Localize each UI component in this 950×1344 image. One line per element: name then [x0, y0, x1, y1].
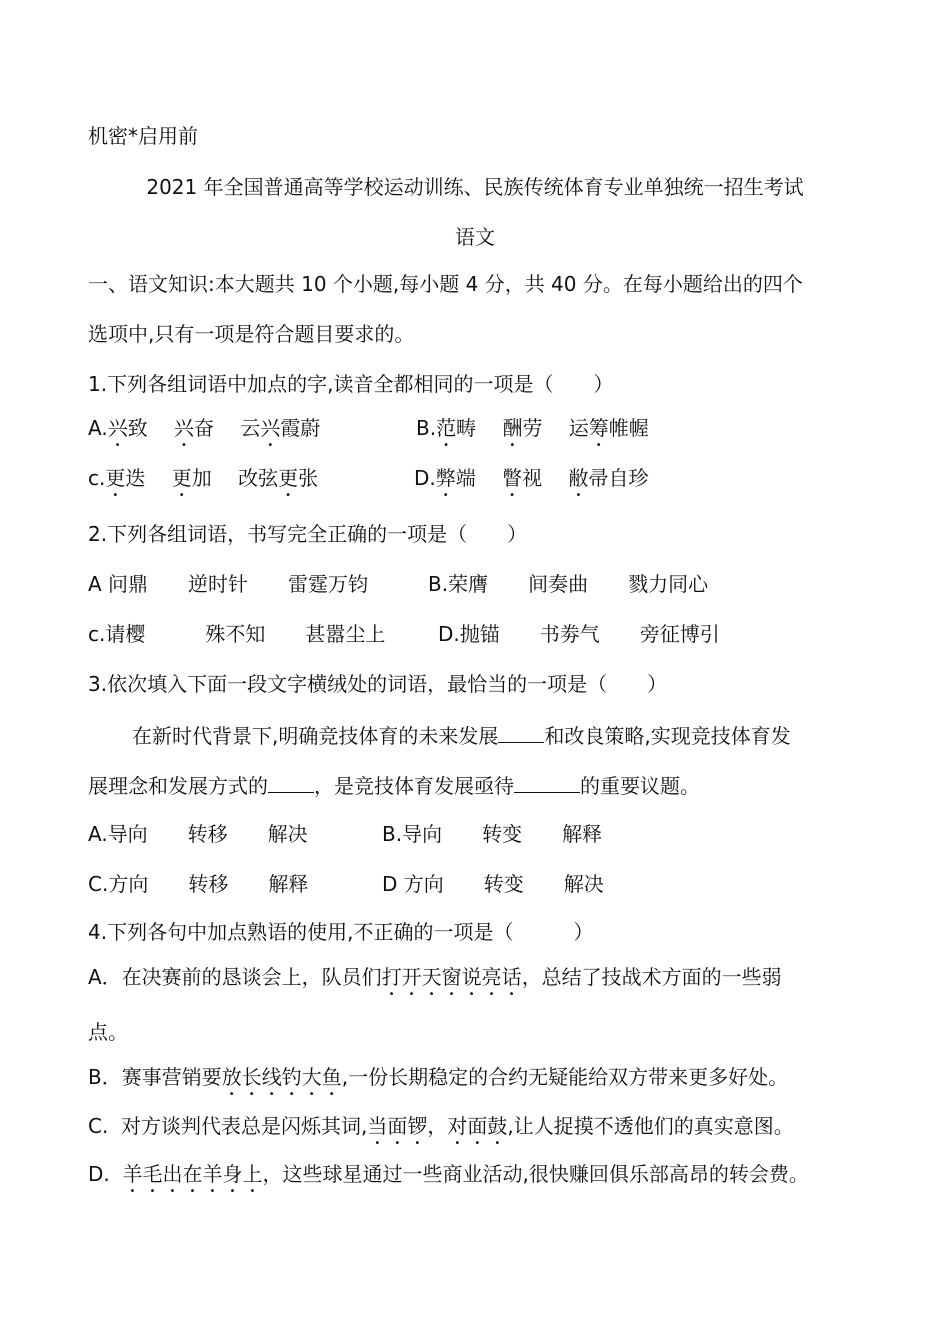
q2-option-d: D.抛锚 书劵气 旁征博引	[438, 622, 720, 646]
q1-option-d: D.弊端 瞥视 敝帚自珍	[414, 466, 649, 490]
q1-stem: 1.下列各组词语中加点的字,读音全都相同的一项是（ ）	[88, 372, 614, 396]
q3-option-a: A.导向 转移 解决	[88, 822, 308, 846]
q3-stem: 3.依次填入下面一段文字横绒处的词语，最恰当的一项是（ ）	[88, 672, 668, 696]
q2-option-c: c.请樱 殊不知 甚嚣尘上	[88, 622, 386, 646]
q3-option-c: C.方向 转移 解释	[88, 872, 309, 896]
q3-blank-3	[514, 770, 580, 793]
q4-option-c: C. 对方谈判代表总是闪烁其词,当面锣，对面鼓,让人捉摸不透他们的真实意图。	[88, 1114, 794, 1138]
section-intro-line-1: 一、语文知识:本大题共 10 个小题,每小题 4 分，共 40 分。在每小题给出的四个	[88, 272, 803, 296]
q1-option-a: A.兴致 兴奋 云兴霞蔚	[88, 416, 321, 440]
q3-option-d: D 方向 转变 解决	[382, 872, 604, 896]
q3-option-b: B.导向 转变 解释	[382, 822, 603, 846]
q3-passage-line-2: 展理念和发展方式的 ，是竞技体育发展亟待 的重要议题。	[88, 770, 700, 800]
q2-stem: 2.下列各组词语，书写完全正确的一项是（ ）	[88, 522, 528, 546]
q2-option-b: B.荣膺 间奏曲 戮力同心	[428, 572, 709, 596]
q3-blank-1	[498, 720, 544, 743]
q4-option-a: A．在决赛前的恳谈会上，队员们打开天窗说亮话，总结了技战术方面的一些弱	[88, 965, 782, 989]
secret-label: 机密*启用前	[88, 124, 198, 148]
q4-option-b: B．赛事营销要放长线钓大鱼,一份长期稳定的合约无疑能给双方带来更多好处。	[88, 1065, 789, 1089]
exam-title: 2021 年全国普通高等学校运动训练、民族传统体育专业单独统一招生考试	[146, 175, 804, 199]
q4-option-d: D. 羊毛出在羊身上，这些球星通过一些商业活动,很快赚回俱乐部高昂的转会费。	[88, 1162, 809, 1186]
section-intro-line-2: 选项中,只有一项是符合题目要求的。	[88, 322, 415, 346]
q1-option-b: B.范畴 酬劳 运筹帷幄	[416, 416, 649, 440]
q4-stem: 4.下列各句中加点熟语的使用,不正确的一项是（ ）	[88, 920, 594, 944]
q2-option-a: A 问鼎 逆时针 雷霆万钧	[88, 572, 369, 596]
q4-option-a-continued: 点。	[88, 1020, 128, 1044]
q3-passage-line-1: 在新时代背景下,明确竞技体育的未来发展 和改良策略,实现竞技体育发	[132, 720, 791, 750]
q1-option-c: c.更迭 更加 改弦更张	[88, 466, 319, 490]
subject-title: 语文	[455, 225, 495, 249]
q3-blank-2	[268, 770, 314, 793]
